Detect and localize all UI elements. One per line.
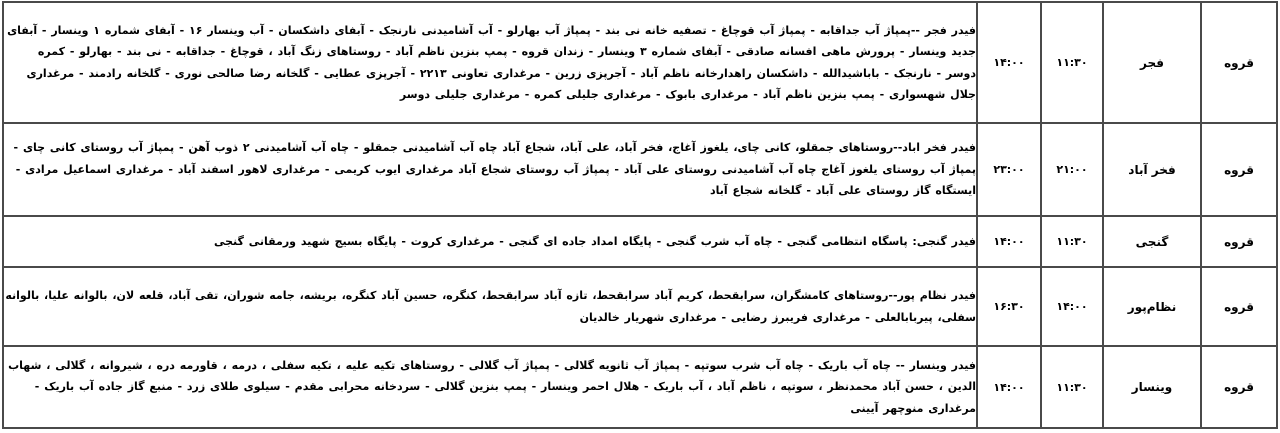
area-cell: فخر آباد [1103, 123, 1201, 216]
start-time: ۱۱:۳۰ [1056, 380, 1088, 394]
end-time: ۱۴:۰۰ [993, 56, 1025, 69]
city-cell: قروه [1201, 2, 1277, 123]
city-cell: قروه [1201, 123, 1277, 216]
start-time-cell [1041, 267, 1103, 346]
city-cell: قروه [1201, 267, 1277, 346]
end-time-cell [977, 216, 1041, 267]
area-cell: فجر [1103, 2, 1201, 123]
affected-areas-cell: فیدر وینسار -- چاه آب باریک - چاه آب شرب سوتپه - پمپاژ آب ثانویه گلالی - پمپاژ آب گلالی - روستاهای تکیه علیه ، تکیه سفلی ، درمه ، قاورمه دره ، شیروانه ، گلالی ، شهاب الدین ، حسن آباد محمدنظر ، سوتپه ، ناظم آباد ، آب باریک - هلال احمر وینسار - پمپ بنزین گلالی - سردخانه محرابی مقدم - سیلوی طلای زرد - منبع گاز جاده آب باریک - مرغداری منوچهر آیینی [3, 346, 977, 428]
table-row [3, 216, 1277, 267]
end-time: ۱۶:۳۰ [993, 300, 1025, 313]
end-time-cell [977, 2, 1041, 123]
start-time: ۱۱:۳۰ [1056, 56, 1088, 69]
end-time: ۲۳:۰۰ [993, 163, 1025, 176]
city-cell: قروه [1201, 346, 1277, 428]
area-cell: نظام‌پور [1103, 267, 1201, 346]
start-time-cell [1041, 216, 1103, 267]
table-row [3, 346, 1277, 428]
end-time-cell [977, 123, 1041, 216]
end-time-cell [977, 346, 1041, 428]
start-time-cell [1041, 2, 1103, 123]
table-row [3, 267, 1277, 346]
start-time: ۱۴:۰۰ [1056, 300, 1088, 313]
end-time: ۱۴:۰۰ [993, 235, 1025, 248]
start-time-cell [1041, 346, 1103, 428]
affected-areas-cell: فیدر نظام پور--روستاهای کامشگران، سرابقحط، کریم آباد سرابقحط، تازه آباد سرابقحط، کنگره، حسین آباد کنگره، بریشه، جامه شوران، تقی آباد، قلعه لان، بالوانه علیا، بالوانه سفلی، پیربابالعلی - مرغداری فریبرز رضایی - مرغداری شهریار خالدیان [3, 267, 977, 346]
affected-areas-cell: فیدر گنجی: پاسگاه انتظامی گنجی - چاه آب شرب گنجی - پایگاه امداد جاده ای گنجی - مرغداری کروت - پایگاه بسیج شهید ورمقانی گنجی [3, 216, 977, 267]
outage-schedule-table [2, 1, 1278, 429]
table-row [3, 123, 1277, 216]
area-cell: وینسار [1103, 346, 1201, 428]
start-time-cell [1041, 123, 1103, 216]
affected-areas-cell: فیدر فخر اباد--روستاهای جمقلو، کانی چای، یلغوز آغاج، فخر آباد، علی آباد، شجاع آباد چاه آب آشامیدنی جمقلو - چاه آب آشامیدنی ۲ ذوب آهن - پمپاژ آب روستای کانی چای - پمپاژ آب روستای یلغوز آغاج چاه آب آشامیدنی روستای علی آباد - پمپاژ آب روستای شجاع آباد مرغداری ایوب کریمی - مرغداری لاهور اسفند آباد - مرغداری اسماعیل مرادی - ایستگاه گاز روستای علی آباد - گلخانه شجاع آباد [3, 123, 977, 216]
end-time: ۱۴:۰۰ [993, 380, 1025, 394]
city-cell: قروه [1201, 216, 1277, 267]
area-cell: گنجی [1103, 216, 1201, 267]
affected-areas-cell: فیدر فجر --پمپاژ آب جداقابه - پمپاژ آب قوچاغ - تصفیه خانه نی بند - پمپاژ آب بهارلو - آب آشامیدنی نارنجک - آبفای داشکسان - آب وینسار ۱۶ - آبفای شماره ۱ وینسار - آبفای جدید وینسار - پرورش ماهی افسانه صادقی - آبفای شماره ۳ وینسار - زندان قروه - پمپ بنزین ناظم آباد - روستاهای زنگ آباد ، قوچاغ - جداقابه - نی بند - بهارلو - کمره دوسر - نارنجک - باباشیدالله - داشکسان راهدارخانه ناظم آباد - آجرپزی زرین - مرغداری تعاونی ۲۲۱۳ - آجرپزی عطایی - گلخانه رضا صالحی نوری - گلخانه رادمند - مرغداری جلال شهسواری - پمپ بنزین ناظم آباد - مرغداری بابوک - مرغداری جلیلی کمره - مرغداری جلیلی دوسر [3, 2, 977, 123]
end-time-cell [977, 267, 1041, 346]
start-time: ۱۱:۳۰ [1056, 235, 1088, 248]
start-time: ۲۱:۰۰ [1056, 163, 1088, 176]
table-row [3, 2, 1277, 123]
